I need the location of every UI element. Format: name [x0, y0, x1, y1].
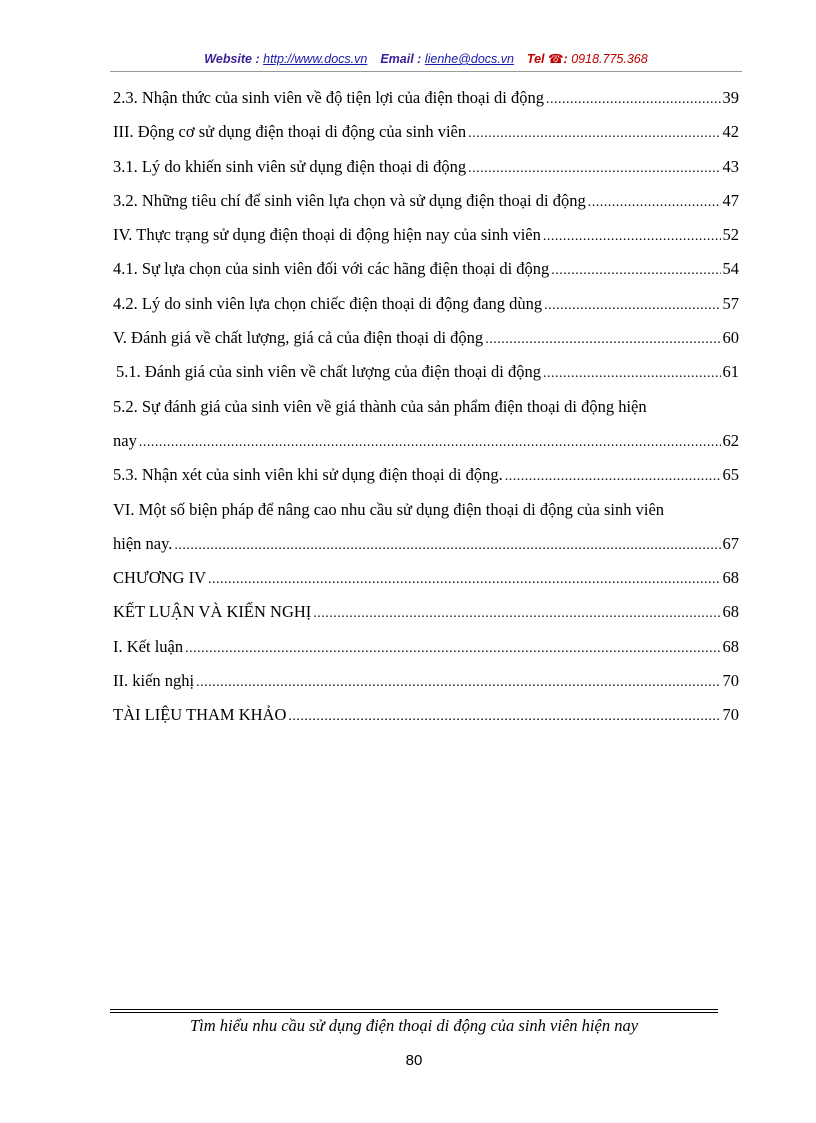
- toc-entry-title: II. kiến nghị: [113, 671, 195, 691]
- toc-entry-page: 70: [722, 705, 739, 725]
- toc-entry-first-line[interactable]: [113, 500, 739, 534]
- tel-value: 0918.775.368: [571, 52, 648, 66]
- toc-entry[interactable]: [113, 568, 739, 602]
- toc-entry-first-line[interactable]: [113, 397, 739, 431]
- toc-entry-title: 5.3. Nhận xét của sinh viên khi sử dụng điện thoại di động.: [113, 465, 503, 485]
- toc-entry[interactable]: [113, 705, 739, 739]
- toc-entry-page: 70: [722, 671, 739, 691]
- footer-document-title: Tìm hiểu nhu cầu sử dụng điện thoại di động của sinh viên hiện nay: [189, 1016, 639, 1035]
- toc-entry-title: IV. Thực trạng sử dụng điện thoại di động hiện nay của sinh viên: [113, 225, 541, 245]
- toc-entry-page: 52: [722, 225, 739, 245]
- toc-entry-title: 2.3. Nhận thức của sinh viên về độ tiện lợi của điện thoại di động: [113, 88, 544, 107]
- toc-entry-title: III. Động cơ sử dụng điện thoại di động của sinh viên: [113, 122, 467, 142]
- toc-entry[interactable]: [113, 88, 739, 122]
- email-label: Email: [380, 52, 414, 66]
- toc-entry[interactable]: [113, 671, 739, 705]
- toc-entry-title-cont: hiện nay.: [113, 533, 173, 553]
- toc-entry[interactable]: [113, 602, 739, 636]
- toc-entry-page: 68: [722, 602, 739, 622]
- toc-entry-title: 5.1. Đánh giá của sinh viên về chất lượng của điện thoại di động: [116, 362, 542, 382]
- toc-entry[interactable]: [113, 157, 739, 191]
- toc-entry-page: 54: [722, 259, 739, 279]
- toc-entry-page: 39: [722, 88, 739, 107]
- toc-entry[interactable]: [113, 362, 739, 396]
- toc-entry-title: TÀI LIỆU THAM KHẢO: [113, 705, 287, 725]
- toc-entry-title: VI. Một số biện pháp để nâng cao nhu cầu sử dụng điện thoại di động của sinh viên: [113, 499, 665, 519]
- toc-entry-page: 42: [722, 122, 739, 142]
- toc-entry-continuation[interactable]: [113, 431, 739, 465]
- toc-entry-page: 65: [722, 465, 739, 485]
- toc-entry-title: CHƯƠNG IV: [113, 568, 207, 588]
- toc-entry-page: 62: [722, 430, 739, 450]
- toc-entry[interactable]: [113, 225, 739, 259]
- toc-entry-title: KẾT LUẬN VÀ KIẾN NGHỊ: [113, 602, 312, 622]
- toc-entry-title: 3.1. Lý do khiến sinh viên sử dụng điện thoại di động: [113, 156, 467, 176]
- tel-label: Tel ☎:: [526, 52, 568, 66]
- toc-entry[interactable]: [113, 122, 739, 156]
- website-label: Website :: [204, 52, 260, 66]
- footer-divider-bottom: [110, 1012, 718, 1013]
- page-header: [110, 50, 742, 68]
- toc-entry[interactable]: [113, 294, 739, 328]
- toc-entry-page: 67: [722, 533, 739, 553]
- toc-entry-title-cont: nay: [113, 430, 137, 450]
- header-divider: [110, 71, 742, 72]
- toc-entry[interactable]: [113, 465, 739, 499]
- toc-entry-page: 43: [722, 156, 739, 176]
- toc-entry[interactable]: [113, 259, 739, 293]
- toc-entry-page: 47: [722, 190, 739, 210]
- toc-entry[interactable]: [113, 637, 739, 671]
- toc-entry-title: 4.1. Sự lựa chọn của sinh viên đối với các hãng điện thoại di động: [113, 259, 550, 279]
- toc-entry-title: V. Đánh giá về chất lượng, giá cả của điện thoại di động: [113, 328, 484, 348]
- toc-entry-title: 3.2. Những tiêu chí để sinh viên lựa chọn và sử dụng điện thoại di động: [113, 190, 586, 210]
- website-link[interactable]: http://www.docs.vn: [263, 52, 368, 66]
- toc-entry-page: 60: [722, 328, 739, 348]
- toc-entry-page: 68: [722, 568, 739, 588]
- toc-entry-page: 57: [722, 293, 739, 313]
- footer-divider-top: [110, 1009, 718, 1010]
- toc-entry-page: 61: [722, 362, 739, 382]
- email-separator: :: [417, 52, 422, 66]
- email-link[interactable]: lienhe@docs.vn: [424, 52, 514, 66]
- toc-entry-page: 68: [722, 636, 739, 656]
- table-of-contents: [113, 88, 739, 740]
- toc-entry-title: 4.2. Lý do sinh viên lựa chọn chiếc điện thoại di động đang dùng: [113, 293, 543, 313]
- toc-entry-title: 5.2. Sự đánh giá của sinh viên về giá thành của sản phẩm điện thoại di động hiện: [113, 396, 647, 416]
- toc-entry[interactable]: [113, 328, 739, 362]
- toc-entry-continuation[interactable]: [113, 534, 739, 568]
- toc-entry[interactable]: [113, 191, 739, 225]
- page-number: 80: [405, 1052, 423, 1069]
- toc-entry-title: I. Kết luận: [113, 636, 184, 656]
